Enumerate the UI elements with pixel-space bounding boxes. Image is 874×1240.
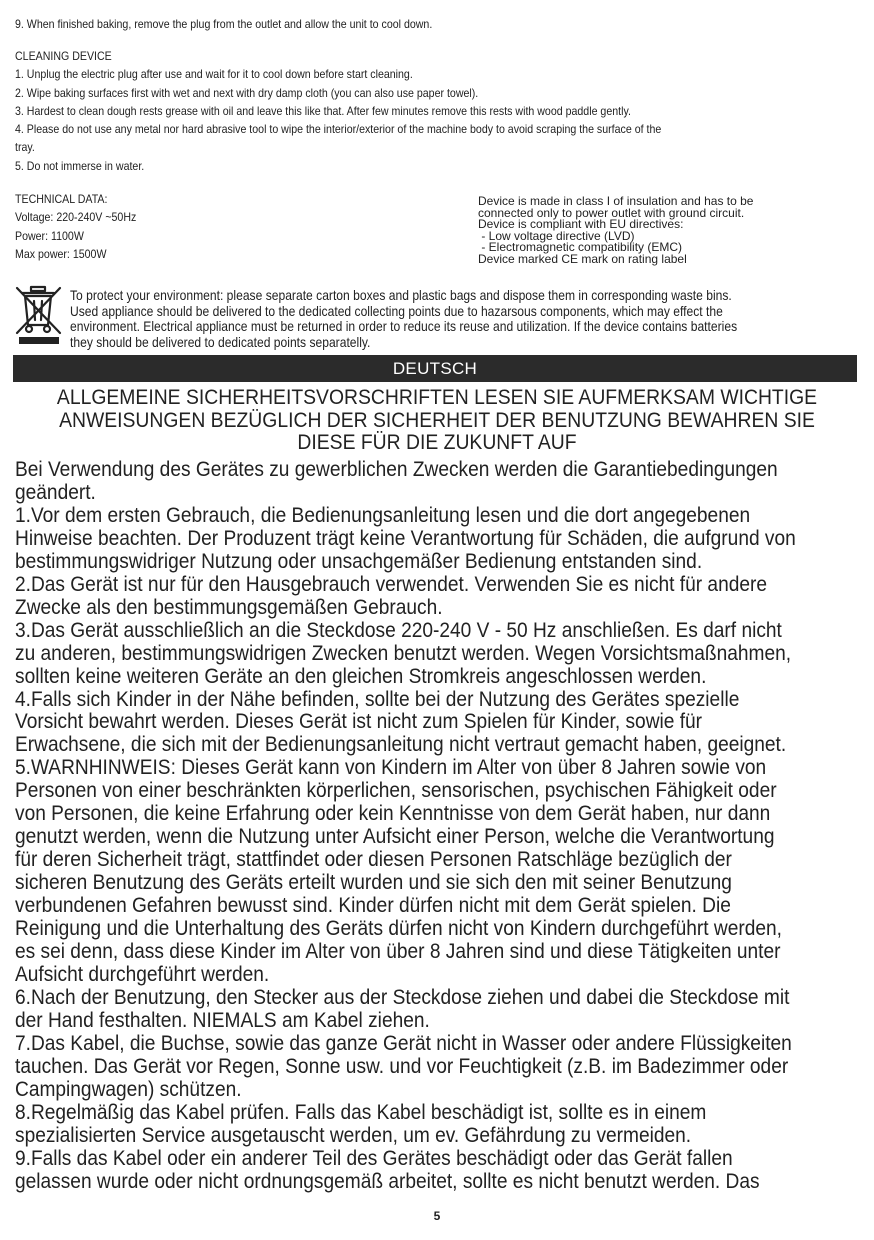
cleaning-item: tray. [15,140,35,155]
body-line: gelassen wurde oder nicht ordnungsgemäß arbeitet, sollte es nicht benutzt werden. Das [15,1168,760,1193]
body-line: 6.Nach der Benutzung, den Stecker aus der Steckdose ziehen und dabei die Steckdose mit [15,984,790,1009]
body-line: 5.WARNHINWEIS: Dieses Gerät kann von Kindern im Alter von über 8 Jahren sowie von [15,755,767,780]
body-line: Reinigung und die Unterhaltung des Geräts dürfen nicht von Kindern durchgeführt werden, [15,916,782,941]
environment-notice [70,288,853,350]
text-line: 9. When finished baking, remove the plug from the outlet and allow the unit to cool down. [15,17,433,31]
cleaning-item: 5. Do not immerse in water. [15,158,145,173]
body-line: Vorsicht bewahrt werden. Dieses Gerät ist nicht zum Spielen für Kinder, sowie für [15,709,703,734]
device-compliance-info [478,196,753,265]
technical-heading: TECHNICAL DATA: [15,192,108,206]
body-line: Bei Verwendung des Gerätes zu gewerblichen Zwecken werden die Garantiebedingungen [15,457,778,481]
compliance-line: - Low voltage directive (LVD) [478,228,635,243]
body-line: Hinweise beachten. Der Produzent trägt keine Verantwortung für Schäden, die aufgrund von [15,525,796,550]
title-line: ALLGEMEINE SICHERHEITSVORSCHRIFTEN LESEN SIE AUFMERKSAM WICHTIGE [56,385,818,409]
max-power-spec: Max power: 1500W [15,246,107,261]
page-number: 5 [433,1209,441,1223]
env-line: environment. Electrical appliance must be returned in order to reduce its reuse and utilization. If the device contains batteries [70,319,738,334]
body-line: verbundenen Gefahren bewusst sind. Kinder dürfen nicht mit dem Gerät spielen. Die [15,893,731,918]
technical-data [15,190,136,263]
cleaning-item: 4. Please do not use any metal nor hard abrasive tool to wipe the interior/exterior of the machine body to avoid scraping the surface of the [15,122,662,137]
title-line: ANWEISUNGEN BEZÜGLICH DER SICHERHEIT DER BENUTZUNG BEWAHREN SIE [59,407,815,432]
env-line: they should be delivered to dedicated points separatelly. [70,334,371,350]
power-spec: Power: 1100W [15,228,84,243]
body-line: bestimmungswidriger Nutzung oder unsachgemäßer Bedienung entstanden sind. [15,548,703,573]
body-line: 1.Vor dem ersten Gebrauch, die Bedienungsanleitung lesen und die dort angegebenen [15,502,751,527]
compliance-line: Device marked CE mark on rating label [478,251,687,266]
body-line: es sei denn, dass diese Kinder im Alter von über 8 Jahren sind und diese Tätigkeiten unter [15,939,781,964]
voltage-spec: Voltage: 220-240V ~50Hz [15,210,137,225]
env-line: Used appliance should be delivered to the dedicated collecting points due to hazarsous components, which may effect the [70,303,723,319]
cleaning-item: 3. Hardest to clean dough rests grease with oil and leave this like that. After few minutes remove this rests with wood paddle gently. [15,103,631,118]
body-line: sicheren Benutzung des Geräts erteilt wurden und sie sich den mit seiner Benutzung [15,870,732,895]
compliance-line: Device is made in class I of insulation and has to be [478,194,754,208]
body-line: 2.Das Gerät ist nur für den Hausgebrauch verwendet. Verwenden Sie es nicht für andere [15,571,768,596]
body-line: Aufsicht durchgeführt werden. [15,961,270,986]
body-line: 3.Das Gerät ausschließlich an die Steckdose 220-240 V - 50 Hz anschließen. Es darf nicht [15,617,782,642]
body-line: der Hand festhalten. NIEMALS am Kabel ziehen. [15,1007,430,1032]
body-line: Zwecke als den bestimmungsgemäßen Gebrauch. [15,594,443,619]
cleaning-heading: CLEANING DEVICE [15,49,112,63]
body-line: tauchen. Das Gerät vor Regen, Sonne usw. und vor Feuchtigkeit (z.B. im Badezimmer oder [15,1053,789,1078]
body-line: 7.Das Kabel, die Buchse, sowie das ganze Gerät nicht in Wasser oder andere Flüssigkeiten [15,1030,792,1055]
title-line: DIESE FÜR DIE ZUKUNFT AUF [297,430,577,454]
body-line: geändert. [15,479,96,504]
body-line: zu anderen, bestimmungswidrigen Zwecken benutzt werden. Wegen Vorsichtsmaßnahmen, [15,640,792,665]
language-section-bar: DEUTSCH [13,355,857,382]
body-line: spezialisierten Service ausgetauscht werden, um ev. Gefährdung zu vermeiden. [15,1122,692,1147]
body-line: 8.Regelmäßig das Kabel prüfen. Falls das Kabel beschädigt ist, sollte es in einem [15,1099,707,1124]
crossed-out-wheelie-bin-icon [14,283,64,347]
compliance-line: Device is compliant with EU directives: [478,217,684,231]
compliance-line: - Electromagnetic compatibility (EMC) [478,240,683,254]
english-step-9 [15,15,432,33]
body-line: Erwachsene, die sich mit der Bedienungsanleitung nicht vertraut gemacht haben, geeignet. [15,732,787,757]
body-line: für deren Sicherheit trägt, stattfindet oder diesen Personen Ratschläge bezüglich der [15,847,732,872]
body-line: sollten keine weiteren Geräte an den gleichen Stromkreis angeschlossen werden. [15,663,707,688]
body-line: Campingwagen) schützen. [15,1076,242,1101]
body-line: 9.Falls das Kabel oder ein anderer Teil des Gerätes beschädigt oder das Gerät fallen [15,1145,733,1170]
body-line: genutzt werden, wenn die Nutzung unter Aufsicht einer Person, welche die Verantwortung [15,824,775,849]
env-line: To protect your environment: please separate carton boxes and plastic bags and dispose them in corresponding waste bins. [70,288,732,303]
body-line: 4.Falls sich Kinder in der Nähe befinden, sollte bei der Nutzung des Gerätes spezielle [15,686,740,711]
cleaning-item: 1. Unplug the electric plug after use and wait for it to cool down before start cleaning. [15,67,413,82]
body-line: Personen von einer beschränkten körperlichen, sensorischen, psychischen Fähigkeit oder [15,778,777,803]
cleaning-item: 2. Wipe baking surfaces first with wet and next with dry damp cloth (you can also use paper towel). [15,85,479,100]
body-line: von Personen, die keine Erfahrung oder kein Kenntnisse von dem Gerät haben, nur dann [15,801,771,826]
cleaning-section [15,47,661,175]
compliance-line: connected only to power outlet with ground circuit. [478,205,745,220]
german-safety-text [15,458,852,1193]
german-safety-title [0,386,874,454]
